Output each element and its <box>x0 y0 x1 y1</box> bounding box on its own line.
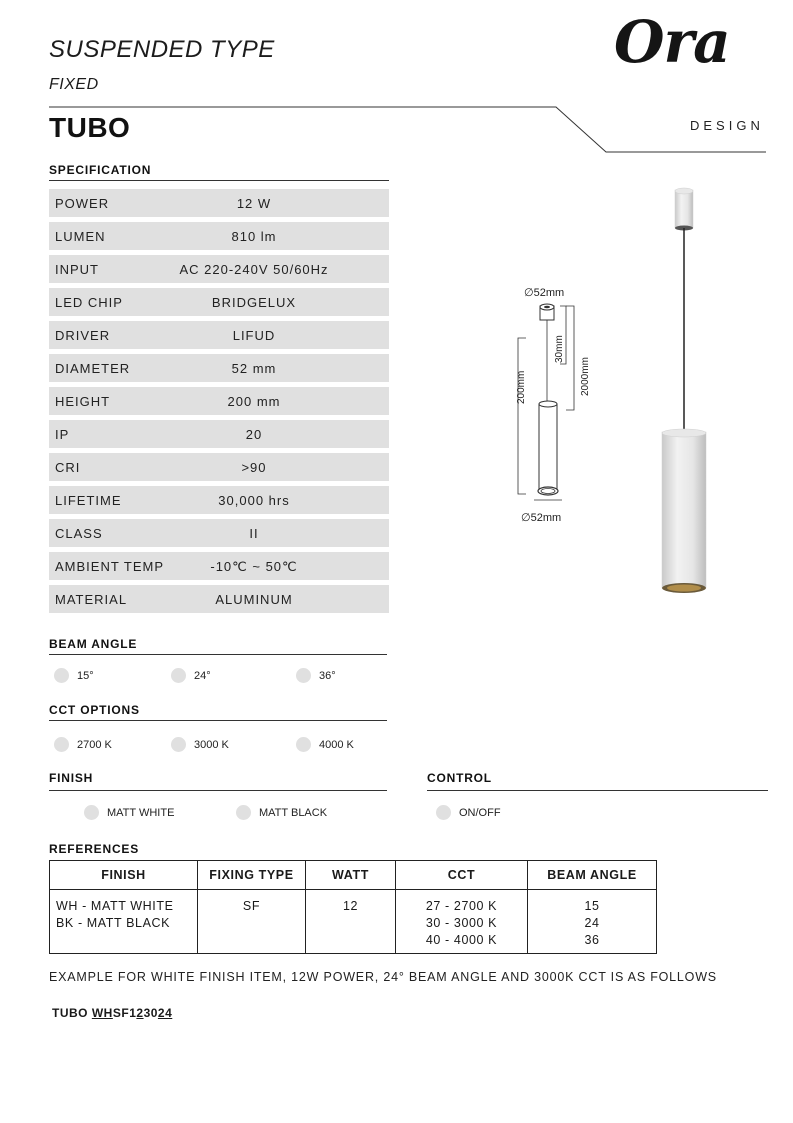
spec-value: -10℃ ~ 50℃ <box>210 559 298 574</box>
watt-cell: 12 <box>306 890 396 954</box>
column-header: FINISH <box>50 861 198 890</box>
brand-logo <box>608 8 768 144</box>
beam-cell: 15 24 36 <box>528 890 657 954</box>
option-dot-icon <box>436 805 451 820</box>
bottom-diameter-label: ∅52mm <box>521 512 562 524</box>
beam-option-24[interactable]: 24° <box>171 668 211 683</box>
cct-option-4000[interactable]: 4000 K <box>296 737 354 752</box>
finish-rule <box>49 790 387 791</box>
cct-options-rule <box>49 720 387 721</box>
spec-value: 30,000 hrs <box>218 493 290 508</box>
spec-label: POWER <box>55 196 110 211</box>
spec-row <box>49 354 389 382</box>
finish-heading: FINISH <box>49 771 94 785</box>
spec-row <box>49 585 389 613</box>
spec-row <box>49 453 389 481</box>
product-subtype: FIXED <box>49 76 99 93</box>
references-table <box>49 860 657 954</box>
canopy-height-label: 30mm <box>554 335 565 363</box>
option-dot-icon <box>296 668 311 683</box>
option-dot-icon <box>171 737 186 752</box>
spec-value: 52 mm <box>231 361 277 376</box>
cct-options-heading: CCT OPTIONS <box>49 703 140 717</box>
specification-heading: SPECIFICATION <box>49 163 152 177</box>
product-title: TUBO <box>49 112 131 143</box>
control-option-on-off[interactable]: ON/OFF <box>436 805 501 820</box>
spec-label: LED CHIP <box>55 295 123 310</box>
spec-row <box>49 189 389 217</box>
example-code: TUBO WHSF123024 <box>52 1006 173 1020</box>
spec-value: ALUMINUM <box>215 592 293 607</box>
option-dot-icon <box>54 668 69 683</box>
column-header: WATT <box>306 861 396 890</box>
option-dot-icon <box>236 805 251 820</box>
spec-value: >90 <box>241 460 267 475</box>
cct-option-2700[interactable]: 2700 K <box>54 737 112 752</box>
column-header: FIXING TYPE <box>198 861 306 890</box>
spec-row <box>49 321 389 349</box>
spec-row <box>49 387 389 415</box>
product-image <box>650 186 720 598</box>
table-row <box>50 890 657 954</box>
spec-value: 810 lm <box>231 229 277 244</box>
spec-value: AC 220-240V 50/60Hz <box>179 262 329 277</box>
option-dot-icon <box>171 668 186 683</box>
spec-row <box>49 519 389 547</box>
beam-angle-rule <box>49 654 387 655</box>
cable-length-label: 2000mm <box>580 357 591 396</box>
spec-value: LIFUD <box>232 328 276 343</box>
spec-label: HEIGHT <box>55 394 111 409</box>
spec-value: BRIDGELUX <box>211 295 297 310</box>
spec-label: INPUT <box>55 262 99 277</box>
product-type: SUSPENDED TYPE <box>49 36 275 63</box>
control-rule <box>427 790 768 791</box>
cct-option-3000[interactable]: 3000 K <box>171 737 229 752</box>
logo-script: Ora <box>614 8 730 76</box>
control-heading: CONTROL <box>427 771 492 785</box>
dimension-diagram <box>500 278 610 528</box>
top-diameter-label: ∅52mm <box>524 287 565 299</box>
finish-cell: WH - MATT WHITE BK - MATT BLACK <box>50 890 198 954</box>
spec-row <box>49 552 389 580</box>
table-header-row <box>50 861 657 890</box>
beam-option-15[interactable]: 15° <box>54 668 94 683</box>
cct-cell: 27 - 2700 K 30 - 3000 K 40 - 4000 K <box>396 890 528 954</box>
spec-row <box>49 255 389 283</box>
logo-wordmark: DESIGN <box>690 118 764 133</box>
column-header: CCT <box>396 861 528 890</box>
spec-row <box>49 288 389 316</box>
spec-value: 200 mm <box>227 394 281 409</box>
specification-rule <box>49 180 389 181</box>
beam-option-36[interactable]: 36° <box>296 668 336 683</box>
fixing-cell: SF <box>198 890 306 954</box>
finish-option-matt-black[interactable]: MATT BLACK <box>236 805 327 820</box>
spec-label: LUMEN <box>55 229 106 244</box>
spec-label: LIFETIME <box>55 493 122 508</box>
body-height-label: 200mm <box>516 370 527 404</box>
spec-label: AMBIENT TEMP <box>55 559 165 574</box>
spec-value: 12 W <box>236 196 272 211</box>
spec-label: CLASS <box>55 526 103 541</box>
example-text: EXAMPLE FOR WHITE FINISH ITEM, 12W POWER, 24° BEAM ANGLE AND 3000K CCT IS AS FOLLOWS <box>49 970 717 984</box>
spec-row <box>49 222 389 250</box>
spec-label: MATERIAL <box>55 592 128 607</box>
spec-row <box>49 420 389 448</box>
column-header: BEAM ANGLE <box>528 861 657 890</box>
option-dot-icon <box>54 737 69 752</box>
references-heading: REFERENCES <box>49 842 140 856</box>
spec-label: DIAMETER <box>55 361 131 376</box>
finish-option-matt-white[interactable]: MATT WHITE <box>84 805 174 820</box>
beam-angle-heading: BEAM ANGLE <box>49 637 138 651</box>
option-dot-icon <box>84 805 99 820</box>
spec-value: 20 <box>245 427 263 442</box>
spec-value: II <box>249 526 259 541</box>
spec-label: DRIVER <box>55 328 111 343</box>
spec-label: IP <box>55 427 70 442</box>
spec-label: CRI <box>55 460 81 475</box>
option-dot-icon <box>296 737 311 752</box>
spec-row <box>49 486 389 514</box>
